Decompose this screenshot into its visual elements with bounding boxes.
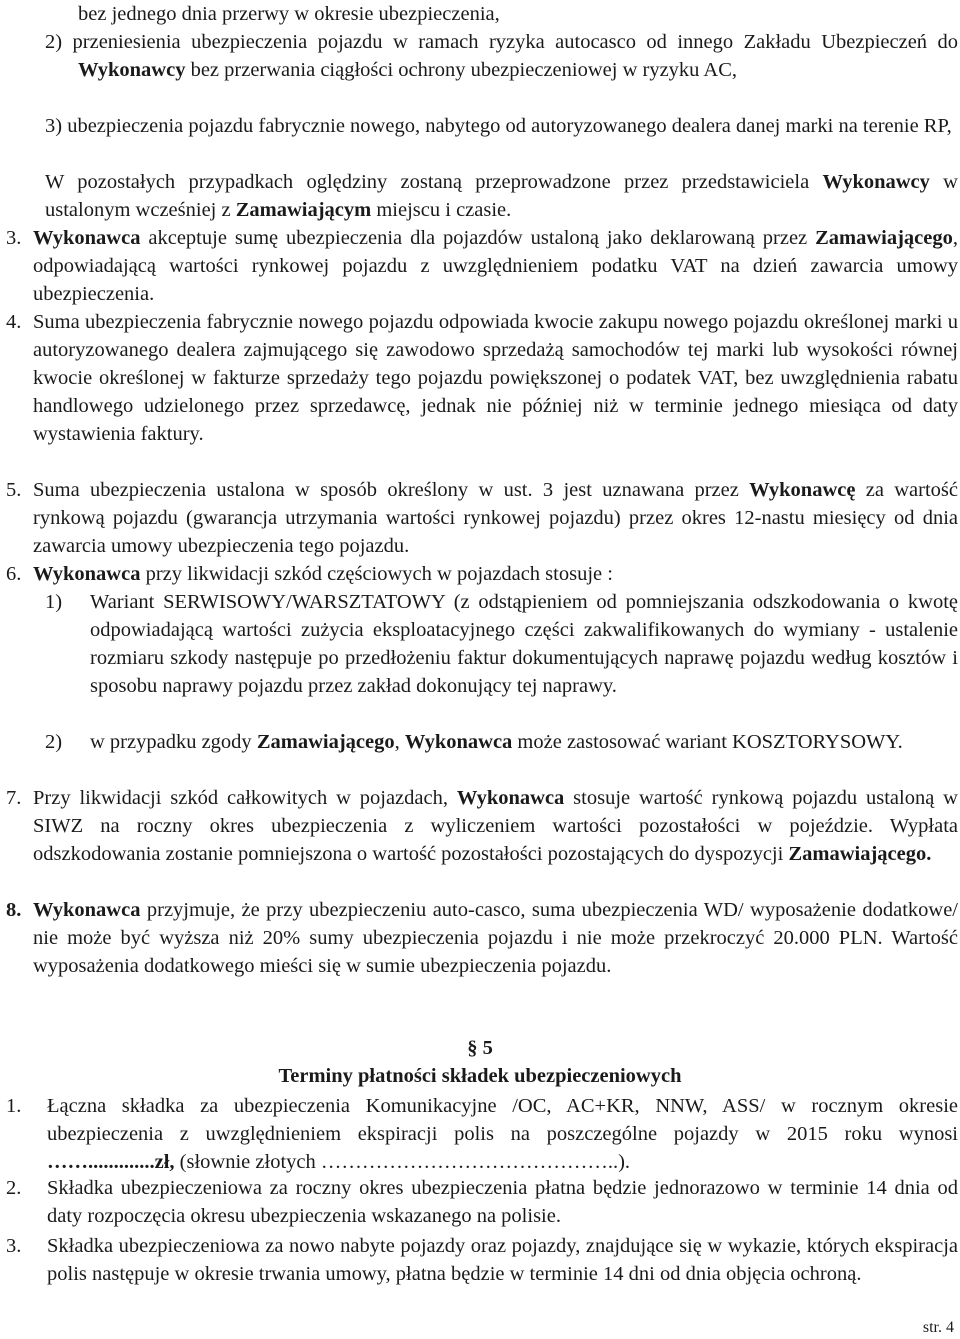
point-number: 3. <box>6 227 22 249</box>
continuation-line <box>78 0 958 28</box>
subpoint-2-text: w przypadku zgody Zamawiającego, Wykonawca może zastosować wariant KOSZTORYSOWY. <box>90 731 903 753</box>
point-8-text: Wykonawca przyjmuje, że przy ubezpieczeniu auto-casco, suma ubezpieczenia WD/ wyposażenie dodatkowe/ nie może być wyższa niż 20% sumy ubezpieczenia pojazdu i nie może przekroczyć 20.000 PLN. Wartość wyposażenia dodatkowego mieści się w sumie ubezpieczenia pojazdu. <box>33 899 958 977</box>
point-number: 4. <box>6 311 22 333</box>
bold-term: Wykonawcy <box>822 171 930 193</box>
other-cases-paragraph: W pozostałych przypadkach oględziny zostaną przeprowadzone przez przedstawiciela Wykonawcy w ustalonym wcześniej z Zamawiającym miejscu i czasie. <box>45 171 958 221</box>
subpoint-number: 2) <box>45 731 63 753</box>
bold-term: Wykonawcy <box>78 59 186 81</box>
bold-term: Zamawiającym <box>235 199 372 221</box>
section-item-2-text: Składka ubezpieczeniowa za roczny okres ubezpieczenia płatna będzie jednorazowo w terminie 14 dnia od daty rozpoczęcia okresu ubezpieczenia wskazanego na polisie. <box>47 1177 958 1227</box>
point-number: 6. <box>6 563 22 585</box>
subpoint-number: 1) <box>45 591 63 613</box>
list-item-2: 2) przeniesienia ubezpieczenia pojazdu w ramach ryzyka autocasco od innego Zakładu Ubezpieczeń do Wykonawcy bez przerwania ciągłości ochrony ubezpieczeniowej w ryzyku AC, <box>45 31 958 81</box>
section-number: § 5 <box>467 1037 493 1059</box>
point-number: 5. <box>6 479 22 501</box>
subpoint-1-text: Wariant SERWISOWY/WARSZTATOWY (z odstąpieniem od pomniejszania odszkodowania o kwotę odpowiadającą wartości zużycia eksploatacyjnego części zakwalifikowanych do wymiany - ustalenie rozmiaru szkody następuje po przedłożeniu faktur dokumentujących naprawę pojazdu według kosztów i sposobu naprawy pojazdu przez zakład dokonujący tej naprawy. <box>90 591 958 697</box>
continuation-text: bez jednego dnia przerwy w okresie ubezpieczenia, <box>78 3 500 25</box>
point-number: 7. <box>6 787 22 809</box>
point-6-text: Wykonawca przy likwidacji szkód częściowych w pojazdach stosuje : <box>33 563 613 585</box>
section-item-1-text: Łączna składka za ubezpieczenia Komunikacyjne /OC, AC+KR, NNW, ASS/ w rocznym okresie ubezpieczenia z uwzględnieniem ekspiracji polis na poszczególne pojazdy w 2015 roku wynosi …….............zł, (słownie złotych ……………………………………..). <box>47 1095 958 1173</box>
section-title: Terminy płatności składek ubezpieczeniowych <box>278 1065 682 1087</box>
point-4-text: Suma ubezpieczenia fabrycznie nowego pojazdu odpowiada kwocie zakupu nowego pojazdu określonej marki u autoryzowanego dealera zajmującego się zawodowo sprzedażą samochodów tej marki lub wysokości równej kwocie określonej w fakturze sprzedaży tego pojazdu powiększonej o podatek VAT, bez uwzględnienia rabatu handlowego udzielonego przez sprzedawcę, jednak nie później niż w terminie jednego miesiąca od daty wystawienia faktury. <box>33 311 958 445</box>
point-3-text: Wykonawca akceptuje sumę ubezpieczenia dla pojazdów ustaloną jako deklarowaną przez Zamawiającego, odpowiadającą wartości rynkowej pojazdu z uwzględnieniem podatku VAT na dzień zawarcia umowy ubezpieczenia. <box>33 227 958 305</box>
section-item-number: 1. <box>6 1095 22 1117</box>
page-number: str. 4 <box>922 1319 954 1336</box>
section-item-3-text: Składka ubezpieczeniowa za nowo nabyte pojazdy oraz pojazdy, znajdujące się w wykazie, których ekspiracja polis następuje w okresie trwania umowy, płatna będzie w terminie 14 dni od dnia objęcia ochroną. <box>47 1235 958 1285</box>
point-7-text: Przy likwidacji szkód całkowitych w pojazdach, Wykonawca stosuje wartość rynkową pojazdu ustaloną w SIWZ na roczny okres ubezpieczenia z wyliczeniem wartości pozostałości w pojeździe. Wypłata odszkodowania zostanie pomniejszona o wartość pozostałości pozostających do dyspozycji Zamawiającego. <box>33 787 958 865</box>
section-item-number: 3. <box>6 1235 22 1257</box>
list-item-3: 3) ubezpieczenia pojazdu fabrycznie nowego, nabytego od autoryzowanego dealera danej marki na terenie RP, <box>45 115 952 137</box>
point-number: 8. <box>6 899 22 921</box>
section-item-number: 2. <box>6 1177 22 1199</box>
point-5-text: Suma ubezpieczenia ustalona w sposób określony w ust. 3 jest uznawana przez Wykonawcę za wartość rynkową pojazdu (gwarancja utrzymania wartości rynkowej pojazdu) przez okres 12-nastu miesięcy od dnia zawarcia umowy ubezpieczenia tego pojazdu. <box>33 479 958 557</box>
